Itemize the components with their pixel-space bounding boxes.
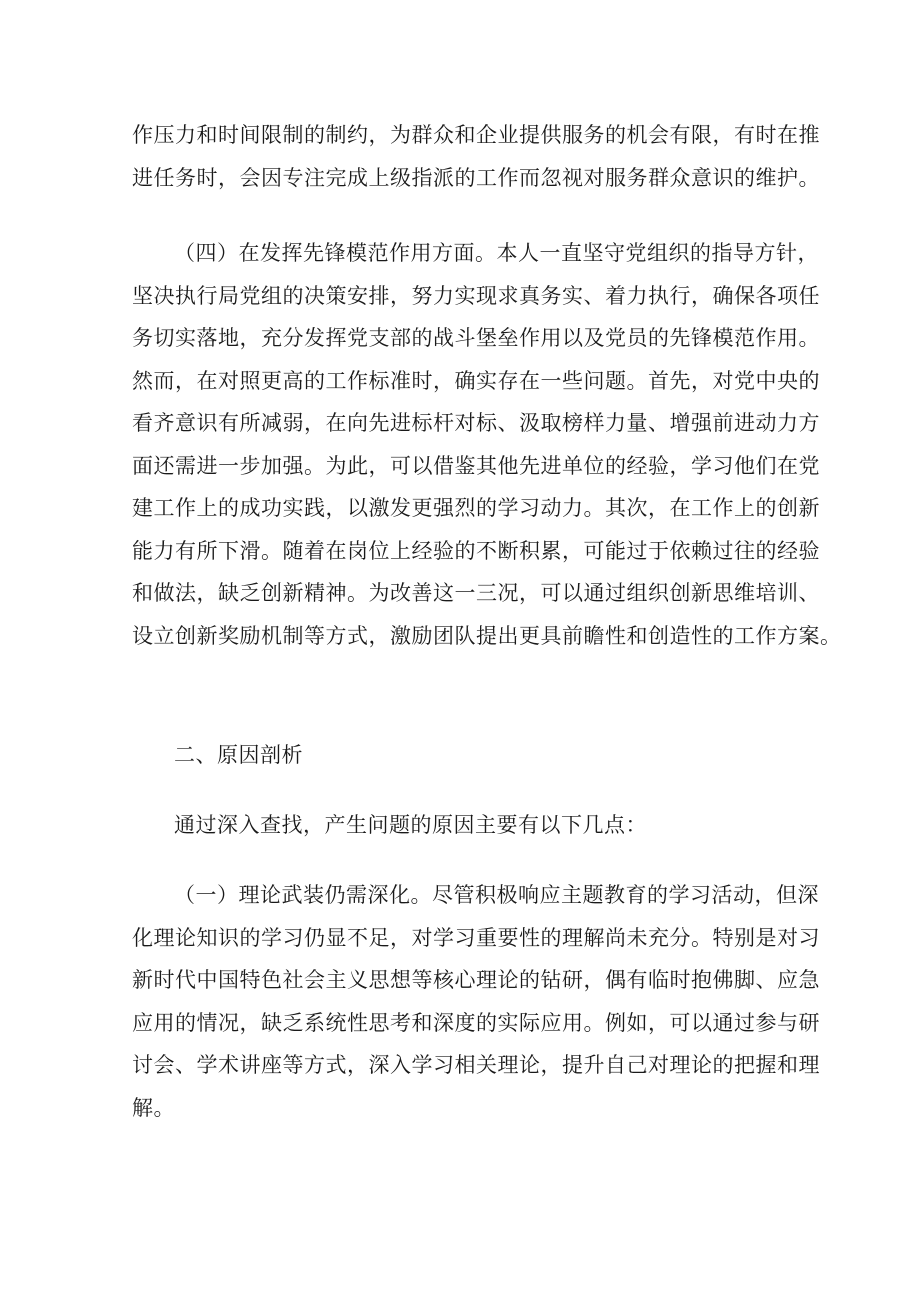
paragraph-line: （四）在发挥先锋模范作用方面。本人一直坚守党组织的指导方针， [174, 241, 819, 265]
paragraph-line: 应用的情况，缺乏系统性思考和深度的实际应用。例如，可以通过参与研 [132, 1010, 820, 1035]
paragraph-cause-theory [132, 874, 820, 1129]
paragraph-line: 务切实落地，充分发挥党支部的战斗堡垒作用以及党员的先锋模范作用。 [132, 326, 820, 350]
paragraph-line: 和做法，缺乏创新精神。为改善这一三况，可以通过组织创新思维培训、 [132, 581, 820, 605]
paragraph-leading-role [132, 232, 842, 657]
intro-line: 通过深入查找，产生问题的原因主要有以下几点： [174, 813, 647, 837]
paragraph-line: （一）理论武装仍需深化。尽管积极响应主题教育的学习活动，但深 [174, 883, 819, 907]
continued-paragraph [132, 114, 820, 199]
paragraph-line: 然而，在对照更高的工作标准时，确实存在一些问题。首先，对党中央的 [132, 368, 820, 393]
paragraph-line: 进任务时，会因专注完成上级指派的工作而忽视对服务群众意识的维护。 [132, 165, 820, 190]
paragraph-line: 设立创新奖励机制等方式，激励团队提出更具前瞻性和创造性的工作方案。 [132, 623, 842, 648]
paragraph-line: 解。 [132, 1095, 175, 1120]
paragraph-line: 能力有所下滑。随着在岗位上经验的不断积累，可能过于依赖过往的经验 [132, 538, 820, 563]
section-heading: 二、原因剖析 [174, 743, 303, 767]
paragraph-line: 面还需进一步加强。为此，可以借鉴其他先进单位的经验，学习他们在党 [132, 453, 820, 478]
paragraph-line: 看齐意识有所减弱，在向先进标杆对标、汲取榜样力量、增强前进动力方 [132, 411, 820, 435]
paragraph-line: 坚决执行局党组的决策安排，努力实现求真务实、着力执行，确保各项任 [132, 283, 820, 308]
paragraph-line: 作压力和时间限制的制约，为群众和企业提供服务的机会有限，有时在推 [132, 123, 820, 147]
paragraph-line: 讨会、学术讲座等方式，深入学习相关理论，提升自己对理论的把握和理 [132, 1053, 820, 1077]
paragraph-line: 化理论知识的学习仍显不足，对学习重要性的理解尚未充分。特别是对习 [132, 925, 820, 950]
paragraph-line: 建工作上的成功实践，以激发更强烈的学习动力。其次，在工作上的创新 [132, 496, 820, 520]
paragraph-line: 新时代中国特色社会主义思想等核心理论的钻研，偶有临时抱佛脚、应急 [132, 968, 820, 992]
